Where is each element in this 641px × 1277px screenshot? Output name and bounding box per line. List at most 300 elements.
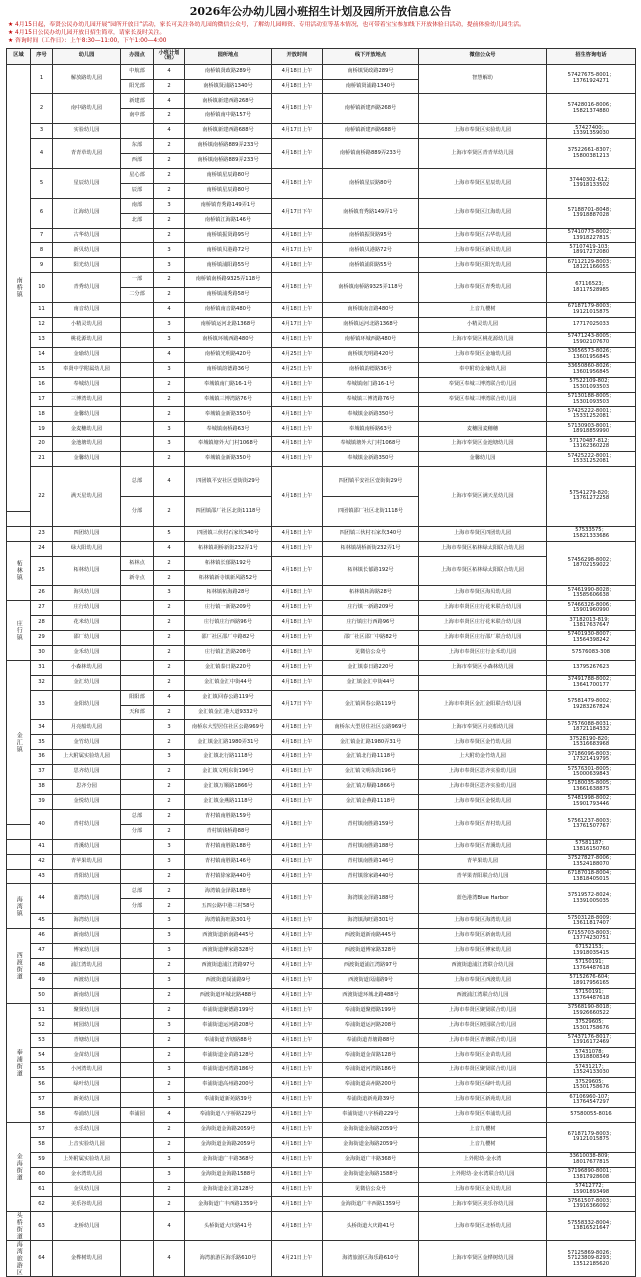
cell-wechat: 上海市奉贤区庄行邵厂联合幼儿园 — [419, 631, 547, 646]
cell-phone: 67112129-8003； 18121166055 — [547, 258, 636, 273]
cell-campus — [121, 869, 154, 884]
cell-name: 桃花源幼儿园 — [53, 332, 121, 347]
cell-offline-address: 奉城镇塘外大门村1068号 — [323, 437, 419, 452]
cell-address: 柘林镇胡桥新街232弄1号 — [185, 541, 272, 556]
cell-plan: 3 — [154, 929, 185, 944]
cell-no: 13 — [31, 332, 53, 347]
table-row — [7, 884, 636, 899]
cell-phone: 37528190-820； 15316683968 — [547, 735, 636, 750]
header-open-time: 开放时间 — [272, 48, 323, 64]
cell-no: 51 — [31, 1003, 53, 1018]
cell-campus — [121, 1137, 154, 1152]
cell-plan: 2 — [154, 601, 185, 616]
table-body — [7, 64, 636, 1277]
cell-phone: 57576088-8031； 18721184332 — [547, 720, 636, 735]
cell-name: 思齐幼儿园 — [53, 765, 121, 780]
table-row — [7, 452, 636, 467]
cell-phone: 57130188-8005； 15301093503 — [547, 392, 636, 407]
cell-address: 海湾镇金泽路188号 — [185, 884, 272, 899]
cell-campus — [121, 1018, 154, 1033]
cell-campus — [121, 1167, 154, 1182]
cell-wechat: 上海市奉贤区西渡幼儿园 — [419, 973, 547, 988]
cell-plan: 4 — [154, 303, 185, 318]
cell-wechat: 上海市奉贤区青塘联合幼儿园 — [419, 1033, 547, 1048]
cell-no: 2 — [31, 94, 53, 124]
cell-offline-address: 青村镇南胜路146号 — [323, 854, 419, 869]
cell-phone: 37440302-612； 13918133502 — [547, 168, 636, 198]
cell-no: 57 — [31, 1122, 53, 1137]
cell-phone: 37527827-8006； 13524188070 — [547, 854, 636, 869]
cell-offline-address: 四团镇邵厂社区北街1118号 — [323, 496, 419, 526]
cell-phone: 57471243-8005； 15902107670 — [547, 332, 636, 347]
cell-offline-address: 奉城镇三博湾路76号 — [323, 392, 419, 407]
cell-offline-address: 青村镇徐家路440号 — [323, 869, 419, 884]
cell-plan: 2 — [154, 377, 185, 392]
cell-plan: 2 — [154, 631, 185, 646]
cell-open-time: 4月17日上午 — [272, 124, 323, 139]
cell-offline-address: 柘林镇胡桥新街232弄1号 — [323, 541, 419, 556]
cell-plan: 3 — [154, 750, 185, 765]
cell-open-time: 4月18日上午 — [272, 616, 323, 631]
table-row — [7, 467, 636, 482]
cell-no: 17 — [31, 392, 53, 407]
table-row — [7, 1093, 636, 1108]
cell-no: 33 — [31, 690, 53, 720]
cell-name: 金馨幼儿园 — [53, 452, 121, 467]
table-row — [7, 660, 636, 675]
cell-address: 柘林镇柘海路28号 — [185, 586, 272, 601]
cell-name: 新苑幼儿园 — [53, 1093, 121, 1108]
cell-offline-address: 南桥东大型居住社区公路969号 — [323, 720, 419, 735]
cell-campus: 分部 — [121, 824, 154, 839]
cell-plan: 2 — [154, 1182, 185, 1197]
table-row — [7, 988, 636, 1003]
notice-notes — [8, 21, 635, 46]
cell-campus — [121, 973, 154, 988]
cell-open-time: 4月18日上午 — [272, 1033, 323, 1048]
cell-name: 月亮船幼儿园 — [53, 720, 121, 735]
cell-wechat: 上海市奉贤区阳光幼儿园 — [419, 258, 547, 273]
cell-name: 金麦穗幼儿园 — [53, 422, 121, 437]
table-row — [7, 1167, 636, 1182]
cell-plan: 3 — [154, 914, 185, 929]
cell-campus: 二分部 — [121, 288, 154, 303]
cell-open-time: 4月18日上午 — [272, 168, 323, 198]
cell-wechat: 上海市奉贤区江海幼儿园 — [419, 198, 547, 228]
cell-name: 江海幼儿园 — [53, 198, 121, 228]
table-row — [7, 243, 636, 258]
cell-open-time: 4月18日上午 — [272, 541, 323, 556]
cell-address: 奉浦街道新苑路39号 — [185, 1093, 272, 1108]
cell-address: 金汇镇金汇中街44号 — [185, 675, 272, 690]
cell-open-time: 4月18日上午 — [272, 809, 323, 839]
table-row — [7, 1212, 636, 1241]
cell-open-time: 4月18日上午 — [272, 988, 323, 1003]
cell-district — [7, 824, 31, 839]
cell-offline-address: 奉浦街道新苑路39号 — [323, 1093, 419, 1108]
cell-offline-address: 金汇镇泰日路220号 — [323, 660, 419, 675]
cell-open-time: 4月18日上午 — [272, 1197, 323, 1212]
cell-phone: 57461990-8028； 13585606638 — [547, 586, 636, 601]
cell-wechat: 上音九樱树 — [419, 1122, 547, 1137]
cell-phone: 57431078； 13918808349 — [547, 1048, 636, 1063]
cell-phone: 67106960-107； 13764547297 — [547, 1093, 636, 1108]
cell-campus — [121, 1063, 154, 1078]
cell-address: 南桥镇南桥路889弄233号 — [185, 154, 272, 169]
cell-phone: 37182013-819； 13817637647 — [547, 616, 636, 631]
table-row — [7, 735, 636, 750]
cell-offline-address: 南桥镇贤政路289号 — [323, 64, 419, 79]
header-plan: 小班计划（班） — [154, 48, 185, 64]
cell-offline-address: 海湾旅游区海乐路610号 — [323, 1241, 419, 1277]
cell-wechat: 上大附幼金竹幼儿园 — [419, 750, 547, 765]
cell-district: 海湾旅游区 — [7, 1241, 31, 1277]
cell-open-time: 4月18日上午 — [272, 258, 323, 273]
cell-plan: 2 — [154, 1048, 185, 1063]
cell-phone: 57541279-820； 13761272258 — [547, 467, 636, 527]
cell-wechat — [419, 94, 547, 124]
cell-address: 金海街道金海路1588号 — [185, 1167, 272, 1182]
table-row — [7, 958, 636, 973]
cell-wechat: 上海市奉贤区海湾幼儿园 — [419, 914, 547, 929]
cell-wechat: 青苹果幼儿园 — [419, 854, 547, 869]
cell-no: 32 — [31, 675, 53, 690]
cell-phone: 57425222-8001； 15331252081 — [547, 452, 636, 467]
cell-address: 金海街道广丰路368号 — [185, 1152, 272, 1167]
cell-campus — [121, 586, 154, 601]
cell-district: 金海街道 — [7, 1122, 31, 1211]
cell-no: 30 — [31, 645, 53, 660]
cell-campus — [121, 258, 154, 273]
cell-plan: 2 — [154, 452, 185, 467]
cell-open-time: 4月18日上午 — [272, 765, 323, 780]
cell-no: 24 — [31, 541, 53, 556]
cell-campus — [121, 228, 154, 243]
cell-wechat: 上外附幼·金水湾联合幼儿园 — [419, 1167, 547, 1182]
cell-address: 奉浦街道聚德路199号 — [185, 1003, 272, 1018]
cell-campus — [121, 407, 154, 422]
cell-campus — [121, 526, 154, 541]
table-row — [7, 645, 636, 660]
cell-campus — [121, 765, 154, 780]
cell-campus: 奉浦园 — [121, 1108, 154, 1123]
cell-campus: 南中部 — [121, 109, 154, 124]
cell-address: 金海街道金海路2059号 — [185, 1122, 272, 1137]
cell-phone: 67116523； 18117528985 — [547, 273, 636, 303]
cell-campus — [121, 944, 154, 959]
cell-open-time: 4月18日上午 — [272, 929, 323, 944]
cell-plan: 3 — [154, 854, 185, 869]
cell-address: 南桥镇光明路420号 — [185, 347, 272, 362]
cell-offline-address: 金汇镇回春公路119号 — [323, 690, 419, 720]
cell-no: 20 — [31, 437, 53, 452]
cell-address: 四团镇邵厂社区北街1118号 — [185, 496, 272, 526]
cell-phone: 57431217； 13524133030 — [547, 1063, 636, 1078]
cell-address: 柘林镇新寺镇新风路52号 — [185, 571, 272, 586]
cell-no: 45 — [31, 914, 53, 929]
cell-name: 青塘幼儿园 — [53, 1033, 121, 1048]
cell-address: 青村镇徐家路440号 — [185, 869, 272, 884]
cell-no: 40 — [31, 809, 53, 839]
cell-phone: 37491788-8002； 13641700177 — [547, 675, 636, 690]
cell-open-time: 4月18日上午 — [272, 601, 323, 616]
table-row — [7, 437, 636, 452]
table-row — [7, 1122, 636, 1137]
cell-campus — [121, 645, 154, 660]
cell-offline-address: 金汇镇万顺路1866号 — [323, 780, 419, 795]
cell-plan: 3 — [154, 362, 185, 377]
table-row — [7, 869, 636, 884]
cell-phone: 57125869-8026； 57123809-8293； 13512185620 — [547, 1241, 636, 1277]
cell-name: 柘林幼儿园 — [53, 556, 121, 586]
cell-phone: 33650860-8026； 13601956845 — [547, 362, 636, 377]
cell-plan: 2 — [154, 154, 185, 169]
cell-name: 青村幼儿园 — [53, 809, 121, 839]
cell-address: 西渡街道傅家路328号 — [185, 944, 272, 959]
cell-open-time: 4月18日上午 — [272, 437, 323, 452]
cell-address: 南桥镇振贤路95号 — [185, 228, 272, 243]
cell-offline-address: 头桥街道大庆路41号 — [323, 1212, 419, 1241]
cell-offline-address: 南桥镇育秀路149弄1号 — [323, 198, 419, 228]
cell-open-time: 4月18日上午 — [272, 1003, 323, 1018]
cell-plan: 3 — [154, 243, 185, 258]
cell-no: 31 — [31, 660, 53, 675]
cell-address: 青村镇钱桥路88号 — [185, 824, 272, 839]
cell-open-time: 4月18日上午 — [272, 452, 323, 467]
cell-no: 41 — [31, 839, 53, 854]
cell-wechat: 上海市奉贤区月亮船幼儿园 — [419, 720, 547, 735]
cell-no: 64 — [31, 1241, 53, 1277]
cell-phone: 57533575； 15821333686 — [547, 526, 636, 541]
cell-open-time: 4月18日上午 — [272, 1182, 323, 1197]
table-row — [7, 1048, 636, 1063]
cell-plan: 3 — [154, 1167, 185, 1182]
cell-phone: 17717025033 — [547, 318, 636, 333]
table-row — [7, 1108, 636, 1123]
cell-offline-address: 南桥镇新建西路688号 — [323, 124, 419, 139]
table-row — [7, 228, 636, 243]
cell-name: 庄行幼儿园 — [53, 601, 121, 616]
cell-campus — [121, 1152, 154, 1167]
cell-plan: 2 — [154, 809, 185, 824]
cell-no: 34 — [31, 720, 53, 735]
header-district: 区域 — [7, 48, 31, 64]
cell-open-time: 4月18日上午 — [272, 1137, 323, 1152]
cell-address: 奉城镇金新路350号 — [185, 407, 272, 422]
cell-plan: 3 — [154, 720, 185, 735]
cell-plan: 4 — [154, 541, 185, 556]
table-header-row — [7, 48, 636, 64]
cell-open-time: 4月18日上午 — [272, 660, 323, 675]
table-row — [7, 1018, 636, 1033]
cell-open-time: 4月18日上午 — [272, 422, 323, 437]
cell-name: 聚贤幼儿园 — [53, 1003, 121, 1018]
cell-campus — [121, 1033, 154, 1048]
header-campus: 办园点 — [121, 48, 154, 64]
cell-open-time: 4月18日上午 — [272, 1093, 323, 1108]
cell-plan: 2 — [154, 392, 185, 407]
cell-name: 傅家幼儿园 — [53, 944, 121, 959]
cell-plan: 4 — [154, 94, 185, 109]
cell-campus: 总部 — [121, 884, 154, 899]
cell-address: 金海街道金汇路128号 — [185, 1182, 272, 1197]
cell-name: 金馨幼儿园 — [53, 407, 121, 422]
cell-open-time: 4月18日上午 — [272, 332, 323, 347]
cell-address: 南桥镇南桥路9325弄118号 — [185, 273, 272, 288]
cell-plan: 3 — [154, 1063, 185, 1078]
cell-plan: 3 — [154, 586, 185, 601]
cell-phone: 57456298-8002； 18702159022 — [547, 541, 636, 586]
cell-open-time: 4月18日上午 — [272, 1048, 323, 1063]
cell-phone: 37522661-8307； 15800381213 — [547, 139, 636, 169]
cell-plan: 4 — [154, 347, 185, 362]
cell-wechat: 金馨幼儿园 — [419, 452, 547, 467]
cell-no: 16 — [31, 377, 53, 392]
cell-name: 小河湾幼儿园 — [53, 1063, 121, 1078]
cell-plan: 2 — [154, 899, 185, 914]
cell-no: 35 — [31, 735, 53, 750]
table-row — [7, 675, 636, 690]
cell-open-time: 4月18日上午 — [272, 303, 323, 318]
cell-open-time: 4月18日上午 — [272, 467, 323, 527]
cell-name: 水乐幼儿园 — [53, 1122, 121, 1137]
cell-plan: 2 — [154, 660, 185, 675]
cell-campus — [121, 422, 154, 437]
cell-wechat: 上海市奉贤区桃花源幼儿园 — [419, 332, 547, 347]
cell-offline-address: 金汇镇金汇中街44号 — [323, 675, 419, 690]
cell-offline-address: 南桥镇振贤路95号 — [323, 228, 419, 243]
cell-open-time: 4月18日上午 — [272, 407, 323, 422]
cell-campus — [121, 1048, 154, 1063]
cell-district: 南桥镇 — [7, 64, 31, 511]
cell-open-time: 4月18日上午 — [272, 273, 323, 303]
cell-campus — [121, 392, 154, 407]
cell-open-time: 4月18日上午 — [272, 914, 323, 929]
cell-campus — [121, 839, 154, 854]
cell-plan: 4 — [154, 1212, 185, 1241]
cell-plan: 2 — [154, 675, 185, 690]
table-row — [7, 198, 636, 213]
cell-campus — [121, 631, 154, 646]
table-row — [7, 273, 636, 288]
table-row — [7, 94, 636, 109]
cell-open-time: 4月18日上午 — [272, 735, 323, 750]
cell-offline-address: 南桥镇南音路480号 — [323, 303, 419, 318]
cell-name: 满天星幼儿园 — [53, 467, 121, 527]
table-row — [7, 795, 636, 810]
cell-wechat: 奉贤区奉城三博湾联合幼儿园 — [419, 392, 547, 407]
cell-open-time: 4月18日上午 — [272, 228, 323, 243]
cell-campus — [121, 854, 154, 869]
cell-address: 金汇镇文明东街196号 — [185, 765, 272, 780]
table-row — [7, 1078, 636, 1093]
cell-plan: 2 — [154, 213, 185, 228]
cell-no: 44 — [31, 884, 53, 914]
cell-address: 奉城镇金新路350号 — [185, 452, 272, 467]
cell-address: 庄行镇汇浩路208号 — [185, 645, 272, 660]
cell-campus: 阳光部 — [121, 79, 154, 94]
cell-campus — [121, 362, 154, 377]
cell-address: 青村镇南胜路146号 — [185, 854, 272, 869]
cell-district: 金汇镇 — [7, 660, 31, 824]
cell-wechat: 上海市奉贤区新南幼儿园 — [419, 929, 547, 944]
cell-offline-address: 奉浦街道聚德路199号 — [323, 1003, 419, 1018]
cell-phone: 37186096-8003； 17321419795 — [547, 750, 636, 765]
cell-plan: 4 — [154, 1108, 185, 1123]
cell-address: 金海街道广丰西路1359号 — [185, 1197, 272, 1212]
cell-no: 46 — [31, 929, 53, 944]
cell-wechat: 上海市奉贤区金桦树幼儿园 — [419, 1241, 547, 1277]
cell-name: 上音实验幼儿园 — [53, 1137, 121, 1152]
cell-phone: 37529605； 15301758676 — [547, 1018, 636, 1033]
cell-phone: 67187018-8004； 13818405015 — [547, 869, 636, 884]
cell-plan: 3 — [154, 198, 185, 213]
cell-campus — [121, 616, 154, 631]
cell-open-time: 4月18日上午 — [272, 1122, 323, 1137]
cell-offline-address: 四团镇三伙村石家坎340号 — [323, 526, 419, 541]
header-name: 幼儿园 — [53, 48, 121, 64]
cell-campus: 天和部 — [121, 705, 154, 720]
cell-campus — [121, 914, 154, 929]
cell-name: 花米幼儿园 — [53, 616, 121, 631]
cell-no: 62 — [31, 1197, 53, 1212]
cell-plan: 2 — [154, 958, 185, 973]
table-row — [7, 1241, 636, 1277]
cell-name: 奉贤中学附属幼儿园 — [53, 362, 121, 377]
cell-offline-address: 金海街道金海路2059号 — [323, 1137, 419, 1152]
cell-offline-address: 南桥镇南桥路9325弄118号 — [323, 273, 419, 303]
cell-district: 海湾镇 — [7, 884, 31, 929]
cell-campus: 分部 — [121, 496, 154, 526]
cell-wechat: 上海市奉贤区青秀幼儿园 — [419, 273, 547, 303]
cell-address: 四团镇三伙村石家坎340号 — [185, 526, 272, 541]
cell-plan: 2 — [154, 1033, 185, 1048]
cell-phone: 57581479-8002； 19283267824 — [547, 690, 636, 720]
cell-phone: 57425222-8001； 15331252081 — [547, 407, 636, 422]
cell-address: 西渡街道环城北路488号 — [185, 988, 272, 1003]
cell-wechat: 麦穗园麦穗穗 — [419, 422, 547, 437]
cell-address: 奉浦街道河湾路186号 — [185, 1063, 272, 1078]
cell-offline-address: 奉城镇金新路350号 — [323, 452, 419, 467]
cell-phone: 57170487-812； 13162360228 — [547, 437, 636, 452]
cell-address: 柘林镇长郁路192号 — [185, 556, 272, 571]
cell-plan: 2 — [154, 273, 185, 288]
cell-address: 奉浦街道高州路200号 — [185, 1078, 272, 1093]
table-row — [7, 1197, 636, 1212]
cell-plan: 4 — [154, 124, 185, 139]
note-line: ★ 4月15日起，奉贤公民办幼儿园开展“园所开放日”活动，家长可关注各幼儿园的微信公众号，了解幼儿园师资、专用活动室等基本情况，也可带着宝宝参加线下开放体验日活动，提前体验幼儿园生活。 — [8, 22, 525, 28]
cell-open-time: 4月18日上午 — [272, 675, 323, 690]
cell-open-time: 4月18日上午 — [272, 79, 323, 94]
table-row — [7, 422, 636, 437]
cell-name: 上大附属实验幼儿园 — [53, 750, 121, 765]
cell-name: 海湾幼儿园 — [53, 914, 121, 929]
cell-name: 小精灵幼儿园 — [53, 318, 121, 333]
cell-campus — [121, 750, 154, 765]
cell-wechat: 上海市奉贤区新贝幼儿园 — [419, 243, 547, 258]
table-row — [7, 377, 636, 392]
cell-address: 青村镇南胜路188号 — [185, 839, 272, 854]
cell-wechat: 奉贤区奉城三博湾联合幼儿园 — [419, 377, 547, 392]
cell-district: 头桥街道 — [7, 1212, 31, 1241]
table-row — [7, 124, 636, 139]
cell-plan: 2 — [154, 1197, 185, 1212]
cell-open-time: 4月18日上午 — [272, 631, 323, 646]
cell-wechat: 上海市奉贤区新苑幼儿园 — [419, 1093, 547, 1108]
cell-campus — [121, 601, 154, 616]
cell-campus: 南部 — [121, 198, 154, 213]
cell-open-time: 4月18日上午 — [272, 139, 323, 169]
